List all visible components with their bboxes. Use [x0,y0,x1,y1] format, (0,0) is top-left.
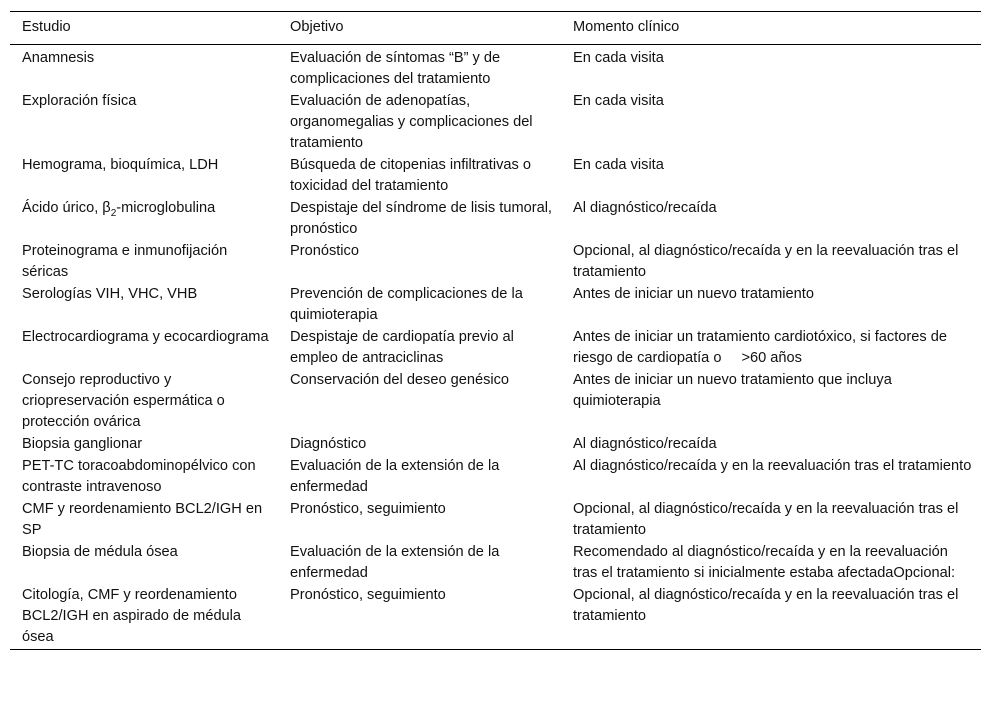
cell-estudio-text: Ácido úrico, β [22,200,111,216]
cell-estudio: Citología, CMF y reordenamiento BCL2/IGH en aspirado de médula ósea [22,587,242,645]
cell-objetivo: Evaluación de la extensión de la enfermedad [290,544,500,581]
header-momento-clinico: Momento clínico [573,19,680,35]
cell-momento: Antes de iniciar un nuevo tratamiento [573,286,814,302]
table-row [10,585,981,650]
cell-estudio: Exploración física [22,93,137,109]
cell-estudio: Serologías VIH, VHC, VHB [22,286,198,302]
cell-objetivo: Pronóstico, seguimiento [290,501,446,517]
cell-objetivo: Conservación del deseo genésico [290,372,510,388]
table-row [10,499,981,542]
cell-objetivo: Evaluación de síntomas “B” y de complicaciones del tratamiento [290,50,501,87]
cell-momento: En cada visita [573,157,664,173]
table-row [10,284,981,327]
cell-momento: Opcional, al diagnóstico/recaída y en la reevaluación tras el tratamiento [573,587,959,624]
table-header-row [10,12,981,45]
table-row [10,241,981,284]
cell-objetivo: Prevención de complicaciones de la quimioterapia [290,286,523,323]
table-row [10,456,981,499]
cell-momento: Al diagnóstico/recaída [573,436,717,452]
header-objetivo: Objetivo [290,19,344,35]
cell-momento-text: Antes de iniciar un tratamiento cardiotóxico, si factores de riesgo de cardiopatía o [573,329,947,366]
cell-estudio: Biopsia de médula ósea [22,544,178,560]
header-estudio: Estudio [22,19,71,35]
table-row [10,155,981,198]
cell-estudio: Anamnesis [22,50,95,66]
cell-estudio: Proteinograma e inmunofijación séricas [22,243,228,280]
cell-momento: En cada visita [573,50,664,66]
cell-momento: Antes de iniciar un nuevo tratamiento que incluya quimioterapia [573,372,892,409]
cell-objetivo: Evaluación de adenopatías, organomegalias y complicaciones del tratamiento [290,93,533,151]
cell-estudio-text-suffix: -microglobulina [116,200,216,216]
cell-estudio: Biopsia ganglionar [22,436,143,452]
table-row [10,45,981,92]
cell-estudio: Hemograma, bioquímica, LDH [22,157,219,173]
cell-momento: Al diagnóstico/recaída [573,200,717,216]
cell-momento: Recomendado al diagnóstico/recaída y en la reevaluación tras el tratamiento si inicialmente estaba afectadaOpcional: [573,544,956,581]
cell-estudio: CMF y reordenamiento BCL2/IGH en SP [22,501,263,538]
table-row [10,370,981,434]
cell-objetivo: Diagnóstico [290,436,367,452]
cell-estudio: Consejo reproductivo y criopreservación espermática o protección ovárica [22,372,225,430]
cell-objetivo: Pronóstico [290,243,359,259]
cell-estudio [10,198,278,241]
cell-objetivo: Despistaje de cardiopatía previo al empleo de antraciclinas [290,329,514,366]
table-row [10,198,981,241]
cell-momento: En cada visita [573,93,664,109]
table-row [10,91,981,155]
cell-momento [561,327,981,370]
subscript: 2 [110,208,117,219]
table-row [10,542,981,585]
cell-momento-age-threshold: >60 años [741,350,802,366]
cell-momento: Opcional, al diagnóstico/recaída y en la reevaluación tras el tratamiento [573,243,959,280]
studies-table [10,11,981,650]
cell-estudio: PET-TC toracoabdominopélvico con contraste intravenoso [22,458,256,495]
cell-objetivo: Evaluación de la extensión de la enfermedad [290,458,500,495]
table-row [10,434,981,456]
cell-momento: Al diagnóstico/recaída y en la reevaluación tras el tratamiento [573,458,972,474]
cell-momento: Opcional, al diagnóstico/recaída y en la reevaluación tras el tratamiento [573,501,959,538]
table-row [10,327,981,370]
cell-estudio: Electrocardiograma y ecocardiograma [22,329,269,345]
cell-objetivo: Búsqueda de citopenias infiltrativas o toxicidad del tratamiento [290,157,531,194]
cell-objetivo: Pronóstico, seguimiento [290,587,446,603]
cell-objetivo: Despistaje del síndrome de lisis tumoral, pronóstico [290,200,552,237]
studies-table-container [10,11,981,650]
